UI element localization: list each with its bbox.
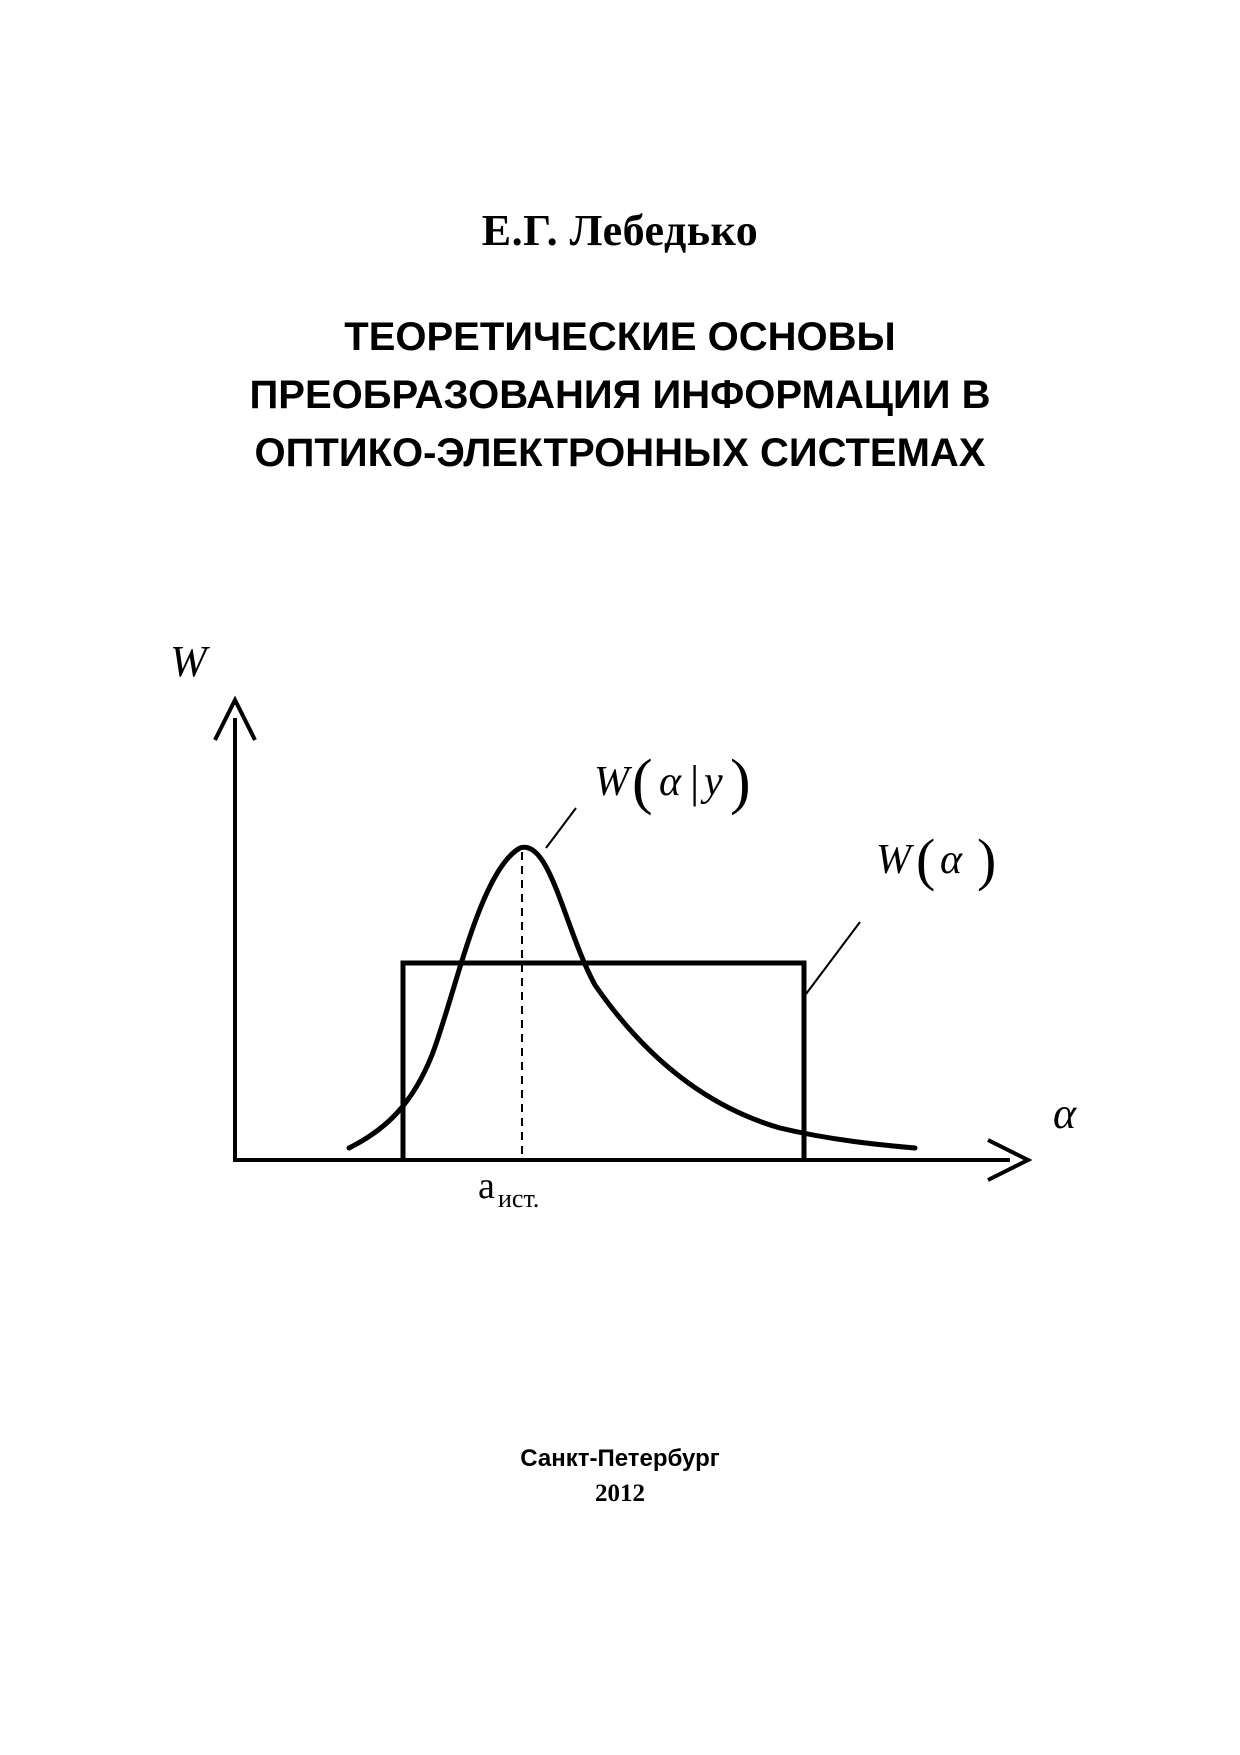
true-value-label xyxy=(478,1165,539,1213)
x-axis-label: α xyxy=(1053,1089,1077,1138)
title-line-3: ОПТИКО-ЭЛЕКТРОННЫХ СИСТЕМАХ xyxy=(254,431,986,475)
y-axis-label: W xyxy=(170,637,207,686)
prior-label-func: W xyxy=(876,837,911,883)
posterior-label-bar: | xyxy=(690,756,700,807)
prior-label-arg: α xyxy=(940,837,963,883)
posterior-label-func: W xyxy=(594,759,629,805)
prior-uniform-distribution xyxy=(403,963,804,1160)
prior-label-open: ( xyxy=(916,827,936,892)
prior-label-leader xyxy=(806,922,860,994)
y-axis xyxy=(215,700,255,1160)
true-value-label-base: a xyxy=(478,1165,495,1207)
true-value-label-sub: ист. xyxy=(498,1184,540,1213)
title-line-2: ПРЕОБРАЗОВАНИЯ ИНФОРМАЦИИ В xyxy=(249,373,991,417)
posterior-label-close: ) xyxy=(730,748,751,816)
posterior-label-open: ( xyxy=(632,748,653,816)
title-line-1: ТЕОРЕТИЧЕСКИЕ ОСНОВЫ xyxy=(344,315,896,359)
prior-label xyxy=(876,827,996,892)
posterior-label-arg: α xyxy=(659,759,682,805)
posterior-label xyxy=(594,748,751,816)
publication-city: Санкт-Петербург xyxy=(520,1445,720,1472)
prior-label-close: ) xyxy=(977,827,997,892)
posterior-label-cond: y xyxy=(704,759,723,805)
posterior-distribution-curve xyxy=(349,847,915,1148)
publication-year: 2012 xyxy=(595,1480,645,1507)
posterior-label-leader xyxy=(546,808,576,848)
author-name: Е.Г. Лебедько xyxy=(481,206,759,255)
